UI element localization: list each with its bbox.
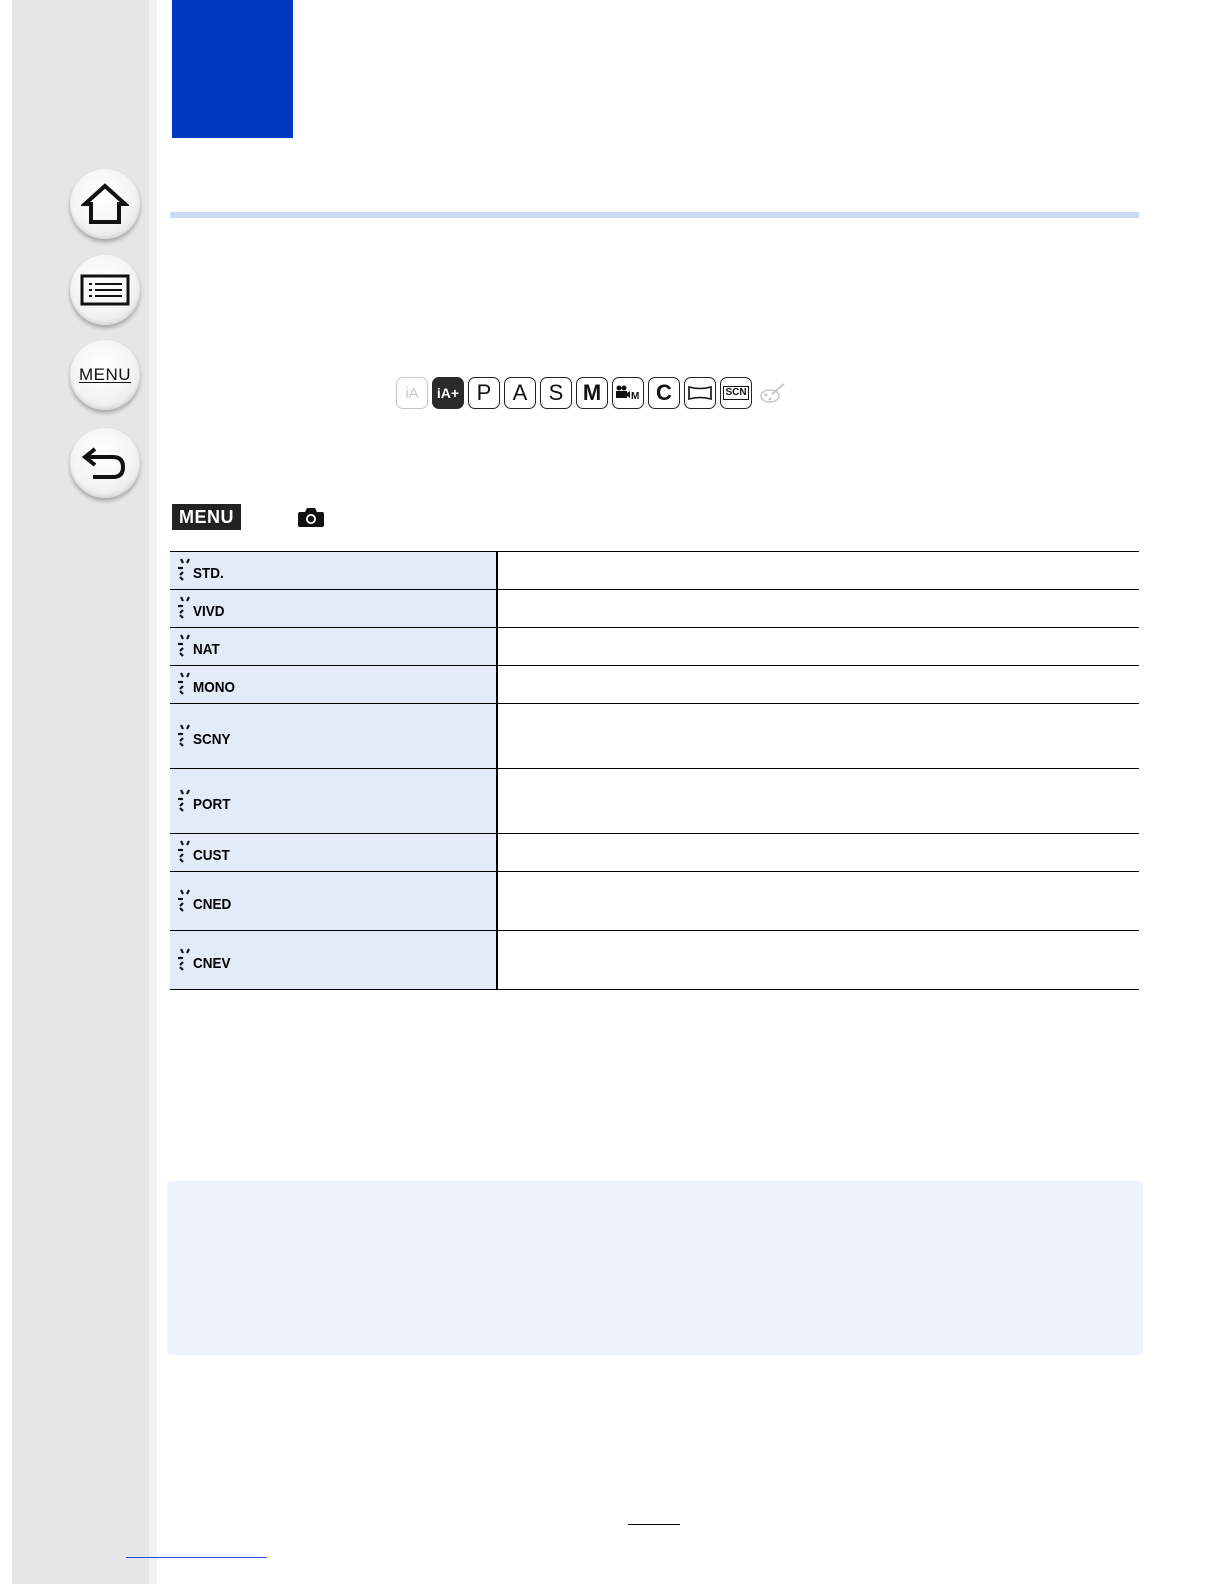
photo-style-icon	[178, 553, 227, 583]
photo-style-burst-icon	[178, 557, 192, 583]
note-box	[167, 1181, 1143, 1355]
photo-style-code: SCNY	[193, 730, 231, 748]
photo-style-icon	[178, 667, 240, 697]
photo-style-code: STD.	[193, 565, 224, 582]
photo-style-icon	[178, 884, 236, 914]
return-icon	[81, 443, 129, 483]
mode-ia-plus-icon: iA+	[432, 377, 464, 409]
table-row	[170, 769, 1139, 834]
mode-a-icon: A	[504, 377, 536, 409]
creative-control-icon	[758, 382, 786, 404]
table-row	[170, 834, 1139, 872]
contents-button[interactable]	[70, 255, 140, 325]
photo-style-burst-icon	[178, 888, 192, 914]
photo-style-code: CUST	[193, 847, 230, 864]
sidebar-edge	[149, 0, 157, 1584]
photo-style-table	[170, 551, 1139, 990]
photo-style-burst-icon	[178, 595, 192, 621]
back-button[interactable]	[70, 428, 140, 498]
photo-style-description-cell	[497, 666, 1139, 704]
mode-movie-m-icon	[612, 377, 644, 409]
mode-creative-icon	[756, 377, 788, 409]
photo-style-description-cell	[497, 704, 1139, 769]
table-row	[170, 666, 1139, 704]
table-row	[170, 590, 1139, 628]
photo-style-burst-icon	[178, 947, 192, 973]
photo-style-icon	[178, 629, 223, 659]
photo-style-code: NAT	[193, 641, 220, 658]
photo-style-icon	[178, 719, 235, 749]
list-icon	[80, 274, 130, 306]
photo-style-label-cell	[170, 590, 497, 628]
table-row	[170, 552, 1139, 590]
photo-style-label-cell	[170, 769, 497, 834]
photo-style-burst-icon	[178, 723, 192, 749]
menu-badge: MENU	[172, 504, 241, 530]
photo-style-description-cell	[497, 769, 1139, 834]
table-row	[170, 628, 1139, 666]
menu-button-label: MENU	[78, 365, 132, 384]
mode-c-icon: C	[648, 377, 680, 409]
menu-path	[172, 504, 325, 530]
photo-style-icon	[178, 835, 234, 865]
photo-style-description-cell	[497, 590, 1139, 628]
photo-style-burst-icon	[178, 633, 192, 659]
photo-style-description-cell	[497, 872, 1139, 931]
photo-style-icon	[178, 591, 228, 621]
table-row	[170, 704, 1139, 769]
photo-style-burst-icon	[178, 839, 192, 865]
mode-scn-icon	[720, 377, 752, 409]
camera-icon	[297, 506, 325, 528]
home-button[interactable]	[70, 169, 140, 239]
photo-style-code: PORT	[193, 795, 231, 813]
photo-style-code: MONO	[193, 679, 236, 696]
photo-style-description-cell	[497, 931, 1139, 990]
photo-style-code: CNEV	[193, 954, 231, 972]
movie-camera-icon	[615, 385, 641, 401]
mode-m-icon: M	[576, 377, 608, 409]
photo-style-burst-icon	[178, 788, 192, 814]
chapter-tab	[172, 0, 293, 138]
table-row	[170, 931, 1139, 990]
photo-style-icon	[178, 784, 235, 814]
mode-ia-icon: iA	[396, 377, 428, 409]
title-rule	[170, 212, 1139, 218]
sidebar	[12, 0, 149, 1584]
photo-style-description-cell	[497, 552, 1139, 590]
photo-style-code: VIVD	[193, 603, 225, 620]
photo-style-description-cell	[497, 628, 1139, 666]
photo-style-description-cell	[497, 834, 1139, 872]
photo-style-label-cell	[170, 931, 497, 990]
applicable-modes	[396, 376, 788, 410]
photo-style-code: CNED	[193, 895, 232, 913]
footer-link[interactable]	[126, 1557, 267, 1558]
panorama-icon	[688, 385, 712, 401]
scn-label: SCN	[725, 387, 747, 398]
photo-style-burst-icon	[178, 671, 192, 697]
movie-m-label: M	[631, 391, 640, 401]
mode-p-icon: P	[468, 377, 500, 409]
mode-panorama-icon	[684, 377, 716, 409]
photo-style-label-cell	[170, 552, 497, 590]
photo-style-label-cell	[170, 704, 497, 769]
photo-style-label-cell	[170, 628, 497, 666]
photo-style-label-cell	[170, 834, 497, 872]
photo-style-label-cell	[170, 872, 497, 931]
photo-style-icon	[178, 943, 235, 973]
menu-button[interactable]	[70, 340, 140, 410]
photo-style-label-cell	[170, 666, 497, 704]
page-number-rule	[628, 1524, 680, 1525]
home-icon	[81, 182, 129, 226]
table-row	[170, 872, 1139, 931]
mode-s-icon: S	[540, 377, 572, 409]
